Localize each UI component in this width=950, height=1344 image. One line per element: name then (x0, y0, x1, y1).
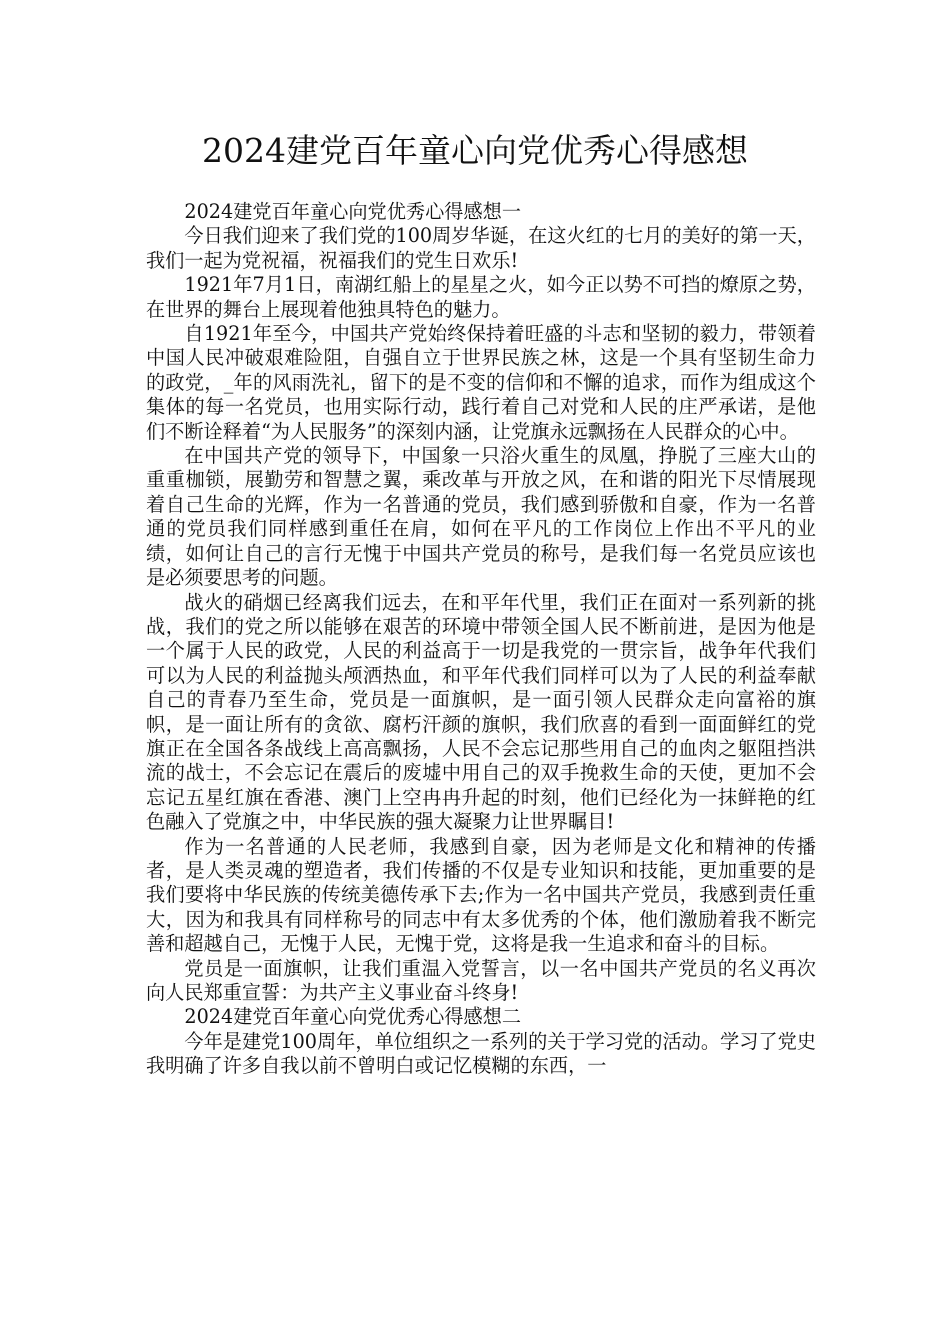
paragraph-oath: 党员是一面旗帜，让我们重温入党誓言，以一名中国共产党员的名义再次向人民郑重宣誓：为共产主义事业奋斗终身! (146, 956, 816, 1004)
paragraph-party-history: 自1921年至今，中国共产党始终保持着旺盛的斗志和坚韧的毅力，带领着中国人民冲破艰难险阻，自强自立于世界民族之林，这是一个具有坚韧生命力的政党，_年的风雨洗礼，留下的是不变的信仰和不懈的追求，而作为组成这个集体的每一名党员，也用实际行动，践行着自己对党和人民的庄严承诺，是他们不断诠释着“为人民服务”的深刻内涵，让党旗永远飘扬在人民群众的心中。 (146, 322, 816, 443)
paragraph-peacetime-challenges: 战火的硝烟已经离我们远去，在和平年代里，我们正在面对一系列新的挑战，我们的党之所以能够在艰苦的环境中带领全国人民不断前进，是因为他是一个属于人民的政党，人民的利益高于一切是我党的一贯宗旨，战争年代我们可以为人民的利益抛头颅洒热血，和平年代我们同样可以为了人民的利益奉献自己的青春乃至生命，党员是一面旗帜，是一面引领人民群众走向富裕的旗帜，是一面让所有的贪欲、腐朽汗颜的旗帜，我们欣喜的看到一面面鲜红的党旗正在全国各条战线上高高飘扬，人民不会忘记那些用自己的血肉之躯阻挡洪流的战士，不会忘记在震后的废墟中用自己的双手挽救生命的天使，更加不会忘记五星红旗在香港、澳门上空冉冉升起的时刻，他们已经化为一抹鲜艳的红色融入了党旗之中，中华民族的强大凝聚力让世界瞩目! (146, 590, 816, 834)
paragraph-study-activities: 今年是建党100周年，单位组织之一系列的关于学习党的活动。学习了党史我明确了许多自我以前不曾明白或记忆模糊的东西，一 (146, 1029, 816, 1078)
paragraph-phoenix: 在中国共产党的领导下，中国象一只浴火重生的凤凰，挣脱了三座大山的重重枷锁，展勤劳和智慧之翼，乘改革与开放之风，在和谐的阳光下尽情展现着自己生命的光辉，作为一名普通的党员，我们感到骄傲和自豪，作为一名普通的党员我们同样感到重任在肩，如何在平凡的工作岗位上作出不平凡的业绩，如何让自己的言行无愧于中国共产党员的称号，是我们每一名党员应该也是必须要思考的问题。 (146, 444, 816, 590)
paragraph-anniversary-greeting: 今日我们迎来了我们党的100周岁华诞，在这火红的七月的美好的第一天，我们一起为党祝福，祝福我们的党生日欢乐! (146, 224, 816, 272)
document-title: 2024建党百年童心向党优秀心得感想 (202, 131, 748, 170)
paragraph-teacher: 作为一名普通的人民老师，我感到自豪，因为老师是文化和精神的传播者，是人类灵魂的塑造者，我们传播的不仅是专业知识和技能，更加重要的是我们要将中华民族的传统美德传承下去;作为一名中国共产党员，我感到责任重大，因为和我具有同样称号的同志中有太多优秀的个体，他们激励着我不断完善和超越自己，无愧于人民，无愧于党，这将是我一生追求和奋斗的目标。 (146, 834, 816, 956)
section-heading-one: 2024建党百年童心向党优秀心得感想一 (184, 200, 522, 223)
document-body (146, 200, 816, 1079)
paragraph-red-boat: 1921年7月1日，南湖红船上的星星之火，如今正以势不可挡的燎原之势，在世界的舞台上展现着他独具特色的魅力。 (146, 273, 816, 321)
section-heading-two: 2024建党百年童心向党优秀心得感想二 (184, 1005, 522, 1029)
